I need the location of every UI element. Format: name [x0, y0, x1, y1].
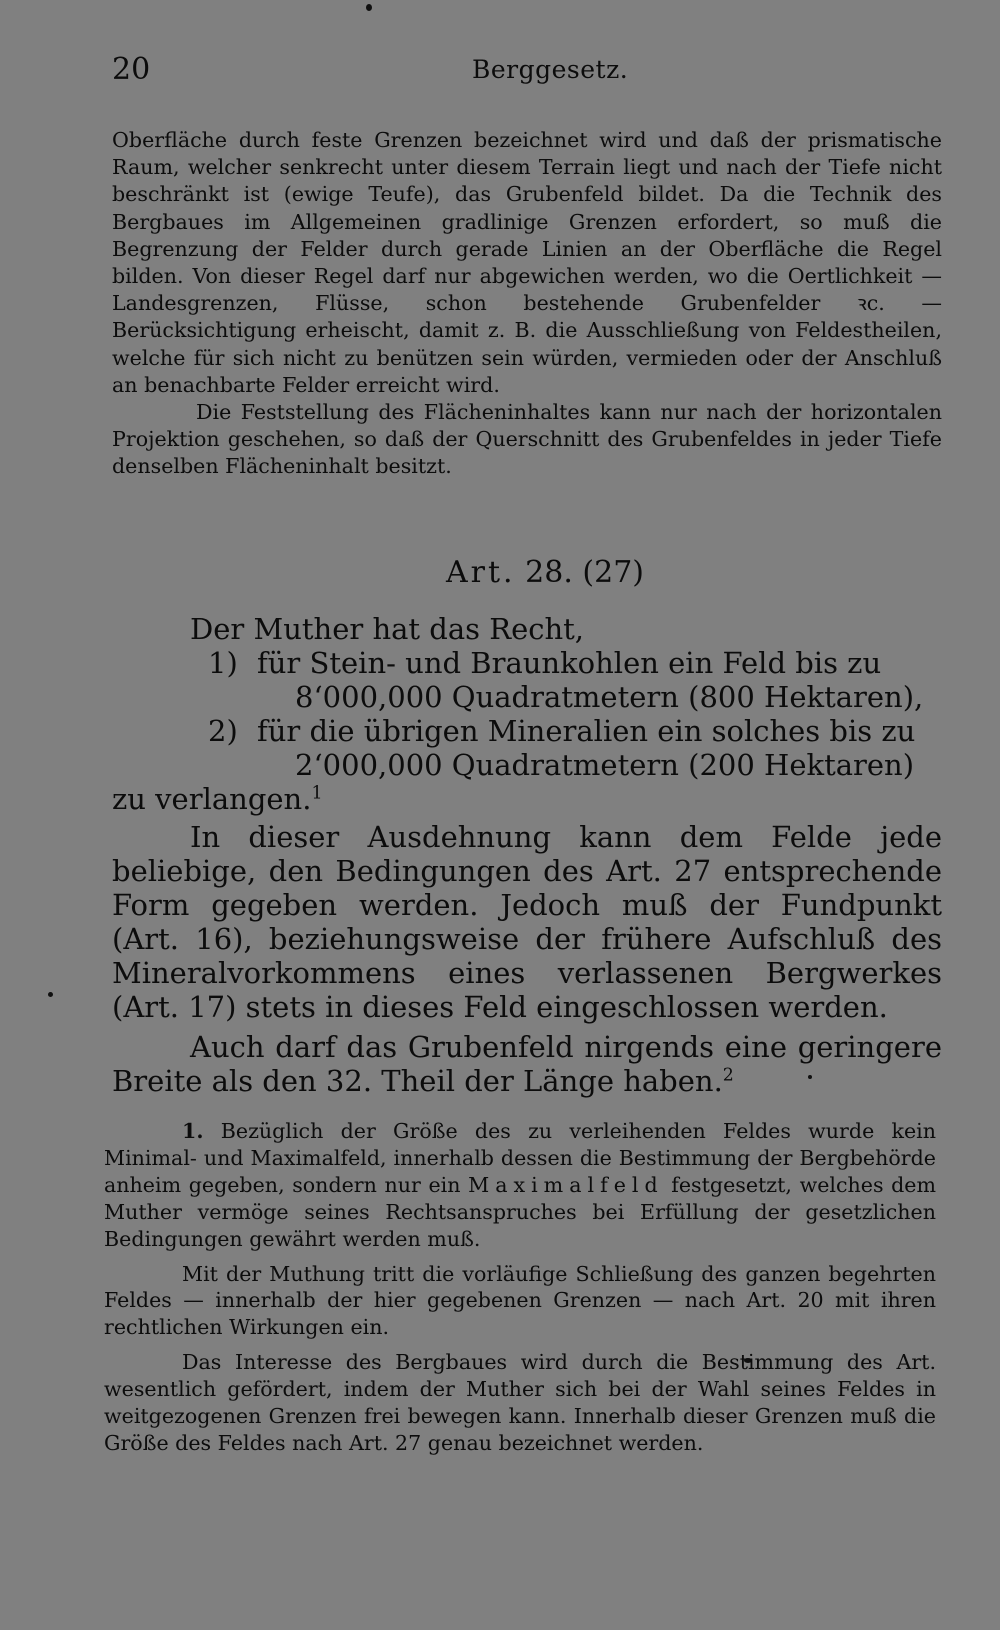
article-lead [112, 612, 942, 646]
footnote-marker: 2 [722, 1065, 734, 1086]
article-text [112, 612, 942, 1098]
print-speck [48, 992, 53, 997]
intro-text [112, 127, 942, 481]
article-closing-text: zu verlangen. [112, 782, 312, 816]
list-item [112, 714, 942, 782]
footnote-marker: 1 [311, 783, 323, 804]
page-header [112, 50, 942, 90]
article-number: 28. [525, 555, 573, 590]
list-item-text: für Stein- und Braunkohlen ein Feld bis zu [257, 646, 882, 680]
article-heading [0, 553, 1000, 593]
footnote-text: Mit der Muthung tritt die vorläufige Schließung des ganzen begehrten Feldes — innerhalb der hier gegebenen Grenzen — nach Art. 20 mit ihren rechtlichen Wirkungen ein. [104, 1261, 936, 1340]
footnotes [104, 1118, 936, 1457]
article-closing [112, 782, 942, 816]
footnote-text: Das Interesse des Bergbaues wird durch die Bestimmung des Art. wesentlich gefördert, indem der Muther sich bei der Wahl seines Feldes in weitgezogenen Grenzen frei bewegen kann. Innerhalb dieser Grenzen muß die Größe des Feldes nach Art. 27 genau bezeichnet werden. [104, 1350, 936, 1455]
intro-paragraph: Oberfläche durch feste Grenzen bezeichnet wird und daß der prismatische Raum, welcher senkrecht unter diesem Terrain liegt und nach der Tiefe nicht beschränkt ist (ewige Teufe), das Grubenfeld bildet. Da die Technik des Bergbaues im Allgemeinen gradlinige Grenzen erfordert, so muß die Begrenzung der Felder durch gerade Linien an der Oberfläche die Regel bilden. Von dieser Regel darf nur abgewichen werden, wo die Oertlichkeit — Landesgrenzen, Flüsse, schon bestehende Grubenfelder ꝛc. — Berücksichtigung erheischt, damit z. B. die Ausschließung von Feldestheilen, welche für sich nicht zu benützen sein würden, vermieden oder der Anschluß an benachbarte Felder erreicht wird. [112, 128, 942, 397]
list-item-number: 1) [208, 646, 238, 680]
article-paragraph-text: Auch darf das Grubenfeld nirgends eine geringere Breite als den 32. Theil der Länge haben. [112, 1030, 942, 1098]
list-item-text: für die übrigen Mineralien ein solches bis zu [257, 714, 916, 748]
print-speck [366, 4, 372, 11]
footnote-number: 1. [182, 1119, 204, 1143]
article-paragraph [112, 1030, 942, 1098]
footnote-text: festgesetzt, welches dem Muther vermöge seines Rechtsanspruches bei Erfüllung der gesetzlichen Bedingungen gewährt werden muß. [104, 1172, 937, 1251]
article-paragraph [112, 820, 942, 1024]
list-item-number: 2) [208, 714, 238, 748]
list-item [112, 646, 942, 714]
list-item-text: 8‘000,000 Quadratmetern (800 Hektaren), [295, 680, 924, 714]
intro-paragraph: Die Feststellung des Flächeninhaltes kann nur nach der horizontalen Projektion geschehen, so daß der Querschnitt des Grubenfeldes in jeder Tiefe denselben Flächeninhalt besitzt. [112, 400, 942, 479]
page-number: 20 [112, 52, 151, 87]
footnote [104, 1118, 936, 1253]
footnote [104, 1261, 936, 1342]
footnote [104, 1349, 936, 1457]
running-title: Berggesetz. [472, 55, 629, 84]
article-label: Art. [445, 555, 516, 590]
footnote-emphasis: Maximalfeld [468, 1172, 664, 1197]
list-item-text: 2‘000,000 Quadratmetern (200 Hektaren) [295, 748, 915, 782]
article-reference: (27) [582, 555, 644, 590]
footnote-text: Bezüglich der Größe des zu verleihenden Feldes wurde kein Minimal- und Maximalfeld, innerhalb dessen die Bestimmung der Bergbehörde anheim gegeben, sondern nur ein [104, 1119, 937, 1197]
article-paragraph-text: In dieser Ausdehnung kann dem Felde jede beliebige, den Bedingungen des Art. 27 entsprechende Form gegeben werden. Jedoch muß der Fundpunkt (Art. 16), beziehungsweise der frühere Aufschluß des Mineralvorkommens eines verlassenen Bergwerkes (Art. 17) stets in dieses Feld eingeschlossen werden. [112, 820, 942, 1024]
article-lead-text: Der Muther hat das Recht, [190, 612, 585, 646]
